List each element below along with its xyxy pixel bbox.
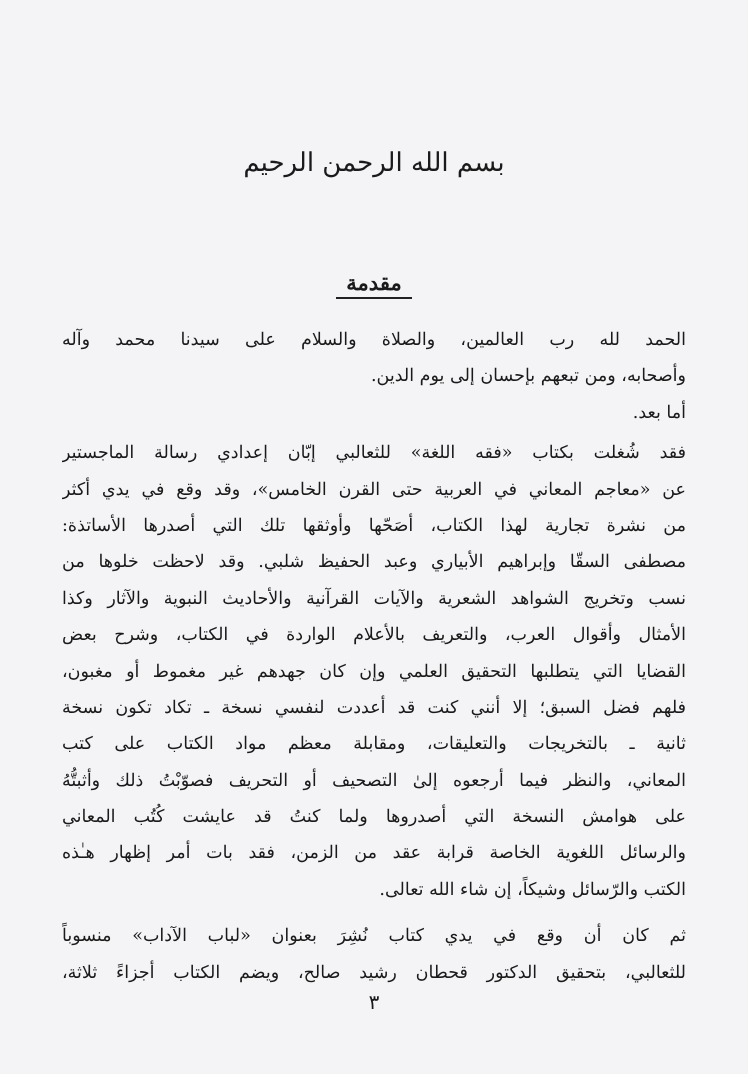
heading-text: مقدمة	[346, 270, 402, 295]
text-line: للثعالبي، بتحقيق الدكتور قحطان رشيد صالح، ويضم الكتاب أجزاءً ثلاثة،	[62, 962, 686, 983]
text-line: الكتب والرّسائل وشيكاً، إن شاء الله تعالى.	[379, 879, 686, 900]
text-line: أما بعد.	[632, 402, 686, 423]
section-heading	[0, 270, 748, 299]
body-text	[62, 322, 686, 991]
text-line: المعاني، والنظر فيما أرجعوه إلىٰ التصحيف أو التحريف فصوّبْتُ ذلك وأثبتُّهُ	[62, 770, 686, 791]
text-line: نسب وتخريج الشواهد الشعرية والآيات القرآنية والأحاديث النبوية والآثار وكذا	[62, 588, 686, 609]
text-line: ثم كان أن وقع في يدي كتاب نُشِرَ بعنوان «لباب الآداب» منسوباً	[62, 926, 686, 947]
text-line: الحمد لله رب العالمين، والصلاة والسلام على سيدنا محمد وآله	[62, 330, 686, 350]
text-line: على هوامش النسخة التي أصدروها ولما كنتُ قد عايشت كُتُب المعاني	[62, 807, 686, 828]
text-line: من نشرة تجارية لهذا الكتاب، أصَحّها وأوثقها تلك التي أصدرها الأساتذة:	[62, 515, 686, 536]
text-line: مصطفى السقّا وإبراهيم الأبياري وعبد الحفيظ شلبي. وقد لاحظت خلوها من	[62, 552, 686, 573]
text-line: والرسائل اللغوية الخاصة قرابة عقد من الزمن، فقد بات أمر إظهار هـٰذه	[62, 843, 686, 864]
basmala: بسم الله الرحمن الرحيم	[0, 148, 748, 183]
page-number: ٣	[368, 990, 380, 1014]
text-line: عن «معاجم المعاني في العربية حتى القرن الخامس»، وقد وقع في يدي أكثر	[62, 479, 686, 500]
text-line: الأمثال وأقوال العرب، والتعريف بالأعلام الواردة في الكتاب، وشرح بعض	[62, 625, 686, 646]
text-line: القضايا التي يتطلبها التحقيق العلمي وإن كان جهدهم غير مغموط أو مغبون،	[62, 661, 686, 682]
text-line: ثانية ـ بالتخريجات والتعليقات، ومقابلة معظم مواد الكتاب على كتب	[62, 734, 686, 755]
text-line: فلهم فضل السبق؛ إلا أنني كنت قد أعددت لنفسي نسخة ـ تكاد تكون نسخة	[62, 697, 686, 718]
text-line: وأصحابه، ومن تبعهم بإحسان إلى يوم الدين.	[370, 366, 686, 387]
heading-underline	[336, 297, 412, 299]
text-line: فقد شُغلت بكتاب «فقه اللغة» للثعالبي إبّان إعدادي رسالة الماجستير	[62, 443, 686, 464]
